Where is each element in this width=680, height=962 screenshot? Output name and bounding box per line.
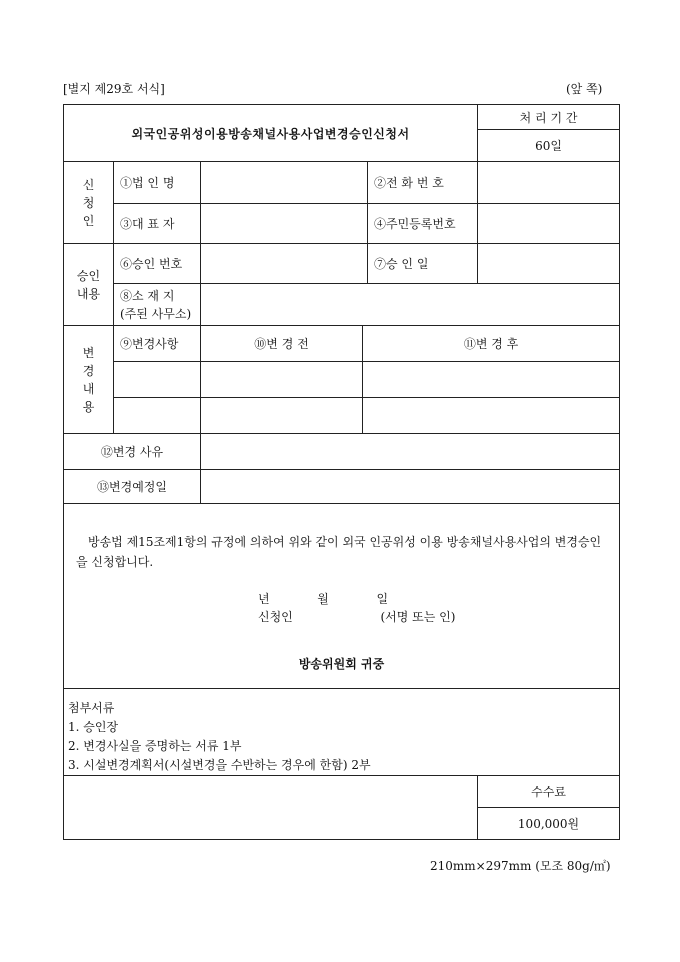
planned-date-field[interactable] bbox=[201, 470, 620, 504]
application-form bbox=[63, 104, 620, 840]
attachment-item: 1. 승인장 bbox=[68, 720, 119, 734]
form-title: 외국인공위성이용방송채널사용사업변경승인신청서 bbox=[64, 105, 478, 162]
attachment-item: 2. 변경사실을 증명하는 서류 1부 bbox=[68, 739, 242, 753]
application-date[interactable]: 년 월 일 bbox=[258, 592, 389, 606]
approval-no-field[interactable] bbox=[201, 244, 368, 284]
attachments-title: 첨부서류 bbox=[68, 701, 115, 715]
paper-spec: 210mm×297mm (모조 80g/㎡) bbox=[430, 859, 611, 873]
attachment-item: 3. 시설변경계획서(시설변경을 수반하는 경우에 한함) 2부 bbox=[68, 758, 371, 772]
change-reason-label: ⑫변경 사유 bbox=[64, 434, 201, 470]
representative-label: ③대 표 자 bbox=[114, 204, 201, 244]
declaration-block bbox=[64, 504, 620, 689]
phone-label: ②전 화 번 호 bbox=[368, 162, 478, 204]
fee-label: 수수료 bbox=[478, 776, 620, 808]
phone-field[interactable] bbox=[478, 162, 620, 204]
approval-no-label: ⑥승인 번호 bbox=[114, 244, 201, 284]
before-field[interactable] bbox=[201, 398, 363, 434]
representative-field[interactable] bbox=[201, 204, 368, 244]
after-field[interactable] bbox=[363, 362, 620, 398]
before-label: ⑩변 경 전 bbox=[201, 326, 363, 362]
change-group-label: 변 경 내 용 bbox=[64, 326, 114, 434]
processing-period-label: 처 리 기 간 bbox=[478, 105, 620, 130]
after-label: ⑪변 경 후 bbox=[363, 326, 620, 362]
applicant-group-label: 신 청 인 bbox=[64, 162, 114, 244]
attachments-block bbox=[64, 689, 620, 776]
declaration-text: 방송법 제15조제1항의 규정에 의하여 위와 같이 외국 인공위성 이용 방송채널사용사업의 변경승인을 신청합니다. bbox=[76, 535, 602, 569]
corp-name-label: ①법 인 명 bbox=[114, 162, 201, 204]
change-item-label: ⑨변경사항 bbox=[114, 326, 201, 362]
approval-date-field[interactable] bbox=[478, 244, 620, 284]
page-side: (앞 쪽) bbox=[566, 82, 603, 96]
approval-group-label: 승인 내용 bbox=[64, 244, 114, 326]
location-label: ⑧소 재 지 (주된 사무소) bbox=[114, 284, 201, 326]
fee-blank-area bbox=[64, 776, 478, 840]
fee-value: 100,000원 bbox=[478, 808, 620, 840]
planned-date-label: ⑬변경예정일 bbox=[64, 470, 201, 504]
location-field[interactable] bbox=[201, 284, 620, 326]
approval-date-label: ⑦승 인 일 bbox=[368, 244, 478, 284]
addressee: 방송위원회 귀중 bbox=[298, 657, 385, 671]
change-item-field[interactable] bbox=[114, 398, 201, 434]
change-reason-field[interactable] bbox=[201, 434, 620, 470]
change-item-field[interactable] bbox=[114, 362, 201, 398]
resident-no-field[interactable] bbox=[478, 204, 620, 244]
resident-no-label: ④주민등록번호 bbox=[368, 204, 478, 244]
form-number: [별지 제29호 서식] bbox=[63, 82, 165, 96]
before-field[interactable] bbox=[201, 362, 363, 398]
corp-name-field[interactable] bbox=[201, 162, 368, 204]
after-field[interactable] bbox=[363, 398, 620, 434]
applicant-signature-line[interactable]: 신청인 (서명 또는 인) bbox=[258, 610, 456, 624]
processing-period-value: 60일 bbox=[478, 130, 620, 162]
